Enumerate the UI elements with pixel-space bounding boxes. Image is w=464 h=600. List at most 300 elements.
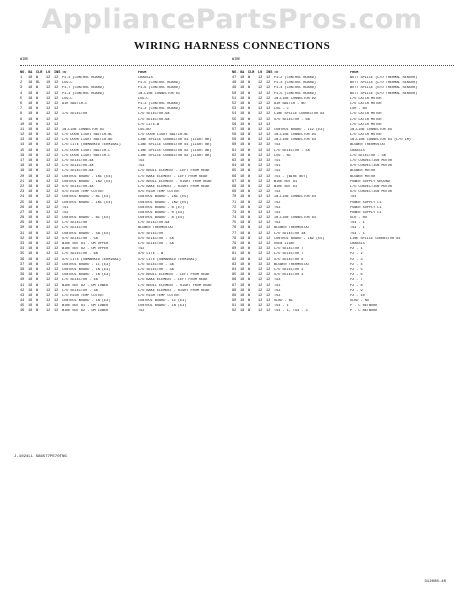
cell-ga: 18 [240,159,245,163]
cell-ga: 18 [240,143,245,148]
cell-lg: 12 [258,267,263,272]
cell-ins: 12 [266,159,271,163]
table-body-right [232,76,454,315]
cell-ins: 12 [54,242,59,246]
cell-ins: 12 [266,143,271,148]
cell-no: 20 [20,174,25,179]
cell-from: LUH - NO [350,107,367,112]
cell-from: P2 - 8 [350,283,363,288]
cell-clr: W [36,195,39,200]
cell-lg: 12 [258,138,263,143]
cell-lg: 12 [46,184,51,189]
cell-lg: 12 [258,283,263,288]
cell-clr: W [36,242,39,246]
cell-from: TS4 - 1 [350,226,365,231]
cell-from: BLOWER MOTOR [350,169,376,174]
cell-lg: 12 [258,91,263,96]
cell-ins: 12 [54,86,59,91]
cell-ins: 12 [54,283,59,288]
cell-no: 53 [232,107,237,112]
cell-clr: W [248,216,251,221]
cell-to: IN-LINE CONNECTOR #3 [274,138,317,143]
cell-to: TS1 [274,164,281,169]
cell-lg: 12 [46,76,51,80]
cell-no: 29 [20,221,25,226]
cell-no: 73 [232,210,237,215]
cell-clr: W [248,267,251,272]
cell-to: TS3 [274,288,281,293]
cell-ga: 18 [240,122,245,127]
cell-to: U/O LITE (UNMARKED TERMINAL) [62,257,121,262]
cell-clr: W [248,143,251,148]
cell-from: BLOWER MOTOR [350,174,376,179]
cell-ga: 18 [28,153,33,158]
cell-from: P - C NETWORK [350,304,378,309]
cell-lg: 12 [258,127,263,132]
cell-ga: 18 [28,299,33,304]
header-from: FROM [138,70,147,75]
cell-ins: 12 [266,122,271,127]
cell-from: POWER SUPPLY L1 [350,205,382,210]
cell-no: 91 [232,304,237,309]
cell-no: 34 [20,247,25,252]
cell-lg: 12 [258,252,263,257]
cell-lg: 12 [46,96,51,101]
header-ins: INS [266,70,273,75]
cell-clr: W [248,112,251,117]
cell-no: 7 [20,107,23,112]
cell-no: 11 [20,127,25,132]
cell-lg: 12 [46,278,51,283]
table-header-row [232,69,454,76]
header-no: NO. [232,70,239,75]
cell-ga: 18 [28,86,33,91]
cell-to: IN-LINE CONNECTOR #4 [274,133,317,138]
cell-ga: 18 [28,112,33,117]
cell-no: 84 [232,267,237,272]
cell-clr: W [248,273,251,278]
cell-from: LINE SPLICE CONNECTOR #3 [350,236,401,241]
cell-from: CHASSIS [138,76,153,80]
cell-no: 39 [20,273,25,278]
cell-lg: 12 [258,278,263,283]
cell-from: P1-3 (CONTROL BOARD) [138,101,181,106]
cell-no: 49 [232,86,237,91]
cell-to: CONTROL BOARD - LN1 (E4) [62,174,113,179]
cell-from: L/O DOOR LIGHT SWITCH-NC [138,133,189,138]
cell-clr: W [248,86,251,91]
cell-ga: 18 [28,216,33,221]
cell-no: 69 [232,190,237,195]
cell-ins: 12 [266,200,271,205]
cell-to: L/O SELECTOR 7 [274,247,304,252]
cell-ga: 18 [28,226,33,231]
cell-no: 30 [20,226,25,231]
cell-from: TS2 [138,309,145,314]
cell-clr: W [36,205,39,210]
cell-lg: 12 [46,153,51,158]
footer-doc-number: 312008-40 [424,580,446,584]
cell-ins: 12 [54,288,59,293]
cell-from: L/O LATCH MOTOR [350,133,382,138]
cell-no: 46 [20,309,25,314]
cell-lg: 12 [46,195,51,200]
cell-no: 12 [20,133,25,138]
cell-ga: 18 [28,283,33,288]
cell-ins: 12 [54,117,59,122]
cell-to: CONTROL BOARD - N1 (E4) [62,216,111,221]
cell-to: P1-7 (CONTROL BOARD) [62,86,105,91]
cell-no: 35 [20,252,25,257]
cell-to: P1-4 (CONTROL BOARD) [274,86,317,91]
cell-ins: 12 [266,283,271,288]
cell-no: 44 [20,299,25,304]
cell-clr: W [36,112,39,117]
cell-ga: 18 [28,242,33,246]
cell-ga: 18 [28,273,33,278]
cell-lg: 12 [258,288,263,293]
cell-clr: W [36,133,39,138]
header-lg: LG [258,70,263,75]
cell-ga: 18 [240,273,245,278]
cell-ga: 18 [240,288,245,293]
cell-ins: 12 [54,252,59,257]
cell-from: CHASSIS [350,148,365,153]
cell-to: IN-LINE CONNECTOR #3 [274,216,317,221]
cell-lg: 12 [46,257,51,262]
cell-clr: W [36,283,39,288]
cell-clr: W [36,184,39,189]
cell-no: 63 [232,159,237,163]
cell-ga: 18 [240,86,245,91]
cell-ins: 12 [266,96,271,101]
cell-clr: W [248,210,251,215]
cell-ga: 18 [240,221,245,226]
cell-lg: 12 [46,304,51,309]
cell-clr: W [248,205,251,210]
header-from: FROM [350,70,359,75]
cell-ins: 12 [266,288,271,293]
cell-to: L/O SELECTOR - 3a [62,288,98,293]
cell-clr: W [248,226,251,231]
cell-ga: 18 [28,190,33,195]
cell-ins: 12 [266,86,271,91]
cell-from: LUG-NO [138,127,151,132]
cell-clr: W [36,107,39,112]
cell-ga: 18 [28,247,33,252]
cell-to: L/O SELECTOR-6a [62,169,94,174]
cell-clr: W [248,138,251,143]
cell-ins: 12 [54,267,59,272]
cell-ins: 12 [54,190,59,195]
cell-from: L/O BROIL ELEMENT - RIGHT FROM REAR [138,179,212,184]
cell-clr: W [248,288,251,293]
cell-to: L/O DOOR LIGHT SWITCH-NC [62,133,113,138]
cell-ins: 12 [54,96,59,101]
cell-clr: W [248,101,251,106]
cell-lg: 12 [258,273,263,278]
cell-lg: 12 [46,122,51,127]
cell-no: 25 [20,200,25,205]
cell-from: BUTT SPLICE (L/O THERMAL SENSOR) [350,76,418,80]
cell-ins: 12 [54,91,59,96]
cell-no: 54 [232,112,237,117]
cell-to: WIRE NUT #1 - OM UPPER [62,242,109,246]
cell-from: L/O BROIL ELEMENT - RIGHT FROM REAR [138,283,212,288]
cell-to: L/O SELECTOR 7 [274,252,304,257]
cell-to: P1-2 (CONTROL BOARD) [274,76,317,80]
cell-no: 92 [232,309,237,314]
cell-to: WIRE NUT #2 - OM LOWER [62,283,109,288]
cell-no: 48 [232,81,237,86]
cell-ins: 12 [266,164,271,169]
cell-from: L/O SELECTOR-6a [138,117,170,122]
cell-from: U/O CONVECTION MOTOR [350,164,393,169]
cell-ga: 18 [240,117,245,122]
cell-to: CONTROL BOARD - LN (E3) [62,273,111,278]
cell-clr: W [248,242,251,246]
cell-from: POWER SUPPLY L1 [350,200,382,205]
cell-ins: 12 [54,153,59,158]
cell-clr: W [248,247,251,252]
cell-from: L/O BROIL ELEMENT - LEFT FROM REAR [138,169,210,174]
cell-clr: W [36,200,39,205]
cell-lg: 12 [46,231,51,236]
cell-no: 56 [232,122,237,127]
cell-to: LUG - NC [274,153,291,158]
cell-from: BLOWER THERMOSTAT [350,143,386,148]
cell-no: 59 [232,138,237,143]
cell-ins: 12 [266,304,271,309]
cell-from: LINE SPLICE CONNECTOR #2 (LIGHT BK) [138,153,212,158]
cell-ga: 18 [240,133,245,138]
cell-from: CHASSIS [350,242,365,246]
cell-no: 45 [20,304,25,309]
cell-to: L/O DOOR LIGHT SWITCH-C [62,148,111,153]
cell-lg: 12 [46,267,51,272]
cell-ga: 18 [240,236,245,241]
cell-ga: 18 [28,101,33,106]
cell-from: L/O LATCH MOTOR [350,96,382,101]
cell-ins: 12 [54,205,59,210]
cell-no: 65 [232,169,237,174]
cell-lg: 12 [258,184,263,189]
cell-lg: 12 [46,127,51,132]
cell-clr: W [248,91,251,96]
cell-ga: 18 [28,293,33,298]
cell-ins: 12 [54,138,59,143]
cell-to: L/O SELECTOR - 5a [274,148,310,153]
cell-clr: W [36,153,39,158]
cell-ga: 18 [240,299,245,304]
cell-clr: W [248,164,251,169]
cell-no: 50 [232,91,237,96]
cell-from: BUTT SPLICE (U/O THERMAL SENSOR) [350,91,418,96]
cell-lg: 12 [258,262,263,267]
cell-no: 28 [20,216,25,221]
cell-clr: W [36,148,39,153]
cell-ins: 12 [266,127,271,132]
header-ga: GA [240,70,245,75]
cell-no: 82 [232,257,237,262]
cell-from: P1-3 (CONTROL BOARD) [138,107,181,112]
cell-to: TS3 [274,143,281,148]
cell-no: 88 [232,288,237,293]
cell-to: TS3 [274,221,281,226]
cell-from: L/O CONVECTION MOTOR [350,159,393,163]
header-ga: GA [28,70,33,75]
table-row [232,309,454,314]
cell-no: 76 [232,226,237,231]
cell-clr: W [36,236,39,241]
cell-no: 71 [232,200,237,205]
cell-no: 60 [232,143,237,148]
cell-clr: W [36,174,39,179]
cell-ga: 18 [28,278,33,283]
cell-ga: 18 [240,112,245,117]
cell-to: CONTROL BOARD - N1 (E4) [62,195,111,200]
cell-no: 22 [20,184,25,189]
cell-from: LINE SPLICE CONNECTOR #1 (LIGHT BK) [138,138,212,143]
cell-no: 13 [20,138,25,143]
cell-from: U/O SELECTOR [138,231,164,236]
cell-ins: 12 [54,309,59,314]
table-header-row [20,69,242,76]
cell-clr: W [36,76,39,80]
cell-to: CONTROL BOARD - LN2 (E5) [274,236,325,241]
cell-ga: 18 [240,127,245,132]
cell-lg: 12 [258,231,263,236]
cell-no: 6 [20,101,23,106]
cell-clr: W [248,309,251,314]
cell-to: L/O DOOR LIGHT SWITCH-C [62,153,111,158]
cell-from: L/O SELECTOR - 3a [138,262,174,267]
cell-ga: 18 [240,283,245,288]
cell-ga: 18 [28,184,33,189]
cell-no: 42 [20,288,25,293]
cell-ins: 12 [266,216,271,221]
cell-no: 74 [232,216,237,221]
cell-ga: 18 [28,200,33,205]
cell-ga: 18 [28,267,33,272]
cell-ins: 12 [266,278,271,283]
cell-ins: 12 [54,174,59,179]
cell-from: L/O LITE-W [138,122,160,127]
cell-to: TS4 - 1 [274,304,289,309]
cell-ga: 18 [240,148,245,153]
cell-ins: 12 [266,195,271,200]
cell-to: CONTROL BOARD - L12 (E3) [274,127,325,132]
cell-clr: W [36,143,39,148]
cell-ga: 18 [28,127,33,132]
cell-from: L/O BAKE ELEMENT - LEFT FROM REAR [138,174,208,179]
cell-ins: 12 [266,76,271,80]
cell-ins: 12 [54,148,59,153]
table-header-wire: WIRE [20,58,242,66]
cell-from: POWER SUPPLY GROUND [350,179,390,184]
cell-ins: 12 [54,164,59,169]
cell-lg: 12 [258,101,263,106]
cell-ins: 12 [54,122,59,127]
cell-ins: 12 [266,247,271,252]
cell-to: TS2 [62,210,69,215]
cell-no: 18 [20,164,25,169]
cell-ins: 12 [54,184,59,189]
cell-lg: 12 [46,101,51,106]
cell-lg: 12 [46,299,51,304]
cell-ga: 18 [240,76,245,80]
cell-ins: 12 [266,221,271,226]
cell-clr: W [36,252,39,257]
cell-to: L/O SELECTOR [62,221,88,226]
cell-clr: W [36,226,39,231]
cell-lg: 12 [258,76,263,80]
cell-to: P1-1 (CONTROL BOARD) [62,76,105,80]
cell-no: 8 [20,112,23,117]
cell-clr: W [36,267,39,272]
cell-lg: 12 [258,304,263,309]
cell-lg: 12 [258,210,263,215]
cell-no: 9 [20,117,23,122]
cell-ins: 12 [54,81,59,86]
cell-lg: 12 [46,148,51,153]
cell-to: LUG - C [274,107,289,112]
cell-lg: 12 [258,195,263,200]
cell-no: 40 [20,278,25,283]
cell-no: 24 [20,195,25,200]
cell-to: L/O LITE (UNMARKED TERMINAL) [62,143,121,148]
cell-clr: W [36,159,39,163]
cell-ins: 12 [266,299,271,304]
cell-ins: 12 [54,195,59,200]
cell-ins: 12 [54,299,59,304]
cell-to: IN-LINE CONNECTOR #1 [62,127,105,132]
cell-ins: 12 [266,190,271,195]
cell-lg: 12 [46,190,51,195]
cell-no: 1 [20,76,23,80]
cell-ga: 18 [240,293,245,298]
cell-from: P2 - 10 [350,293,365,298]
cell-no: 47 [232,76,237,80]
header-clr: CLR [36,70,43,75]
cell-from: L/O LATCH MOTOR [350,117,382,122]
cell-ins: 12 [54,278,59,283]
cell-from: L/O LATCH MOTOR [350,112,382,117]
cell-ins: 12 [266,273,271,278]
cell-clr: W [248,200,251,205]
cell-lg: 12 [258,107,263,112]
cell-clr: W [36,86,39,91]
cell-to: TS1 [274,169,281,174]
cell-ga: 18 [28,221,33,226]
cell-clr: W [36,138,39,143]
cell-from: L/O LATCH MOTOR [350,101,382,106]
cell-lg: 12 [258,159,263,163]
cell-ga: 18 [240,169,245,174]
cell-clr: W [248,252,251,257]
cell-from: L/O BAKE ELEMENT - RIGHT FROM REAR [138,288,210,293]
cell-to: TS3 [274,210,281,215]
cell-ga: 18 [240,262,245,267]
cell-no: 70 [232,195,237,200]
cell-clr: W [248,262,251,267]
cell-to: L/O HIGH TEMP CUTOUT [62,293,105,298]
cell-to: L/O SELECTOR 3a [274,231,306,236]
cell-ins: 12 [54,159,59,163]
cell-to: U/O HIGH TEMP CUTOUT [62,190,105,195]
cell-lg: 12 [46,283,51,288]
cell-to: CONTROL BOARD - LN2 (E4) [62,179,113,184]
